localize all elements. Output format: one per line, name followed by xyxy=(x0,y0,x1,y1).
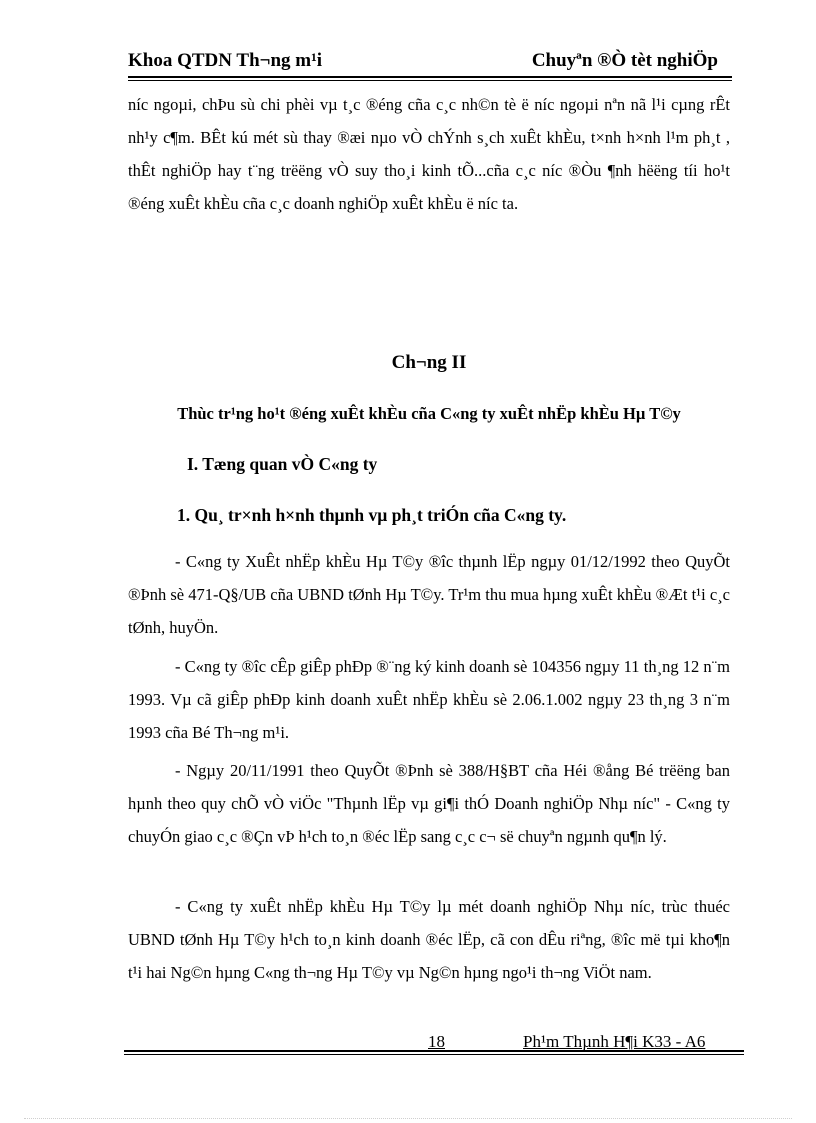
footer-rule-thin xyxy=(124,1054,744,1055)
page-edge xyxy=(24,1118,792,1119)
header-faculty: Khoa QTDN Th¬ng m¹i xyxy=(128,50,323,71)
header-rule-thin xyxy=(128,80,732,81)
intro-paragraph: níc ngoµi, chÞu sù chi phèi vµ t¸c ®éng cña c¸c nh©n tè ë níc ngoµi nªn nã l¹i cµng rÊt nh¹y c¶m. BÊt kú mét sù thay ®æi nµo vÒ chÝnh s¸ch xuÊt khÈu, t×nh h×nh l¹m ph¸t , thÊt nghiÖp hay t¨ng trëëng vÒ suy tho¸i kinh tÕ...cña c¸c níc ®Òu ¶nh hëëng tíi ho¹t ®éng xuÊt khÈu cña c¸c doanh nghiÖp xuÊt khÈu ë níc ta. xyxy=(128,95,730,213)
footer-author: Ph¹m Thµnh H¶i K33 - A6 xyxy=(523,1032,706,1051)
footer-rule xyxy=(124,1050,744,1052)
paragraph-status: - C«ng ty xuÊt nhËp khÈu Hµ T©y lµ mét doanh nghiÖp Nhµ níc, trùc thuéc UBND tØnh Hµ T©y h¹ch to¸n kinh doanh ®éc lËp, cã con dÊu riªng, ®îc më tµi kho¶n t¹i hai Ng©n hµng C«ng th¬ng Hµ T©y vµ Ng©n hµng ngo¹i th¬ng ViÖt nam. xyxy=(128,897,730,982)
chapter-label: Ch¬ng II xyxy=(391,352,467,373)
chapter-title: Thùc tr¹ng ho¹t ®éng xuÊt khÈu cña C«ng ty xuÊt nhËp khÈu Hµ T©y xyxy=(177,404,681,423)
page-header xyxy=(128,48,732,78)
header-thesis-title: Chuyªn ®Ò tèt nghiÖp xyxy=(531,50,718,71)
paragraph-founding: - C«ng ty XuÊt nhËp khÈu Hµ T©y ®îc thµnh lËp ngµy 01/12/1992 theo QuyÕt ®Þnh sè 471-Q§/UB cña UBND tØnh Hµ T©y. Tr¹m thu mua hµng xuÊt khÈu ®Æt t¹i c¸c tØnh, huyÖn. xyxy=(128,552,730,637)
paragraph-decision: - Ngµy 20/11/1991 theo QuyÕt ®Þnh sè 388/H§BT cña Héi ®ång Bé trëëng ban hµnh theo quy chÕ vÒ viÖc "Thµnh lËp vµ gi¶i thÓ Doanh nghiÖp Nhµ níc" - C«ng ty chuyÓn giao c¸c ®Çn vÞ h¹ch to¸n ®éc lËp sang c¸c c¬ së chuyªn ngµnh qu¶n lý. xyxy=(128,761,730,846)
section-heading: I. Tæng quan vÒ C«ng ty xyxy=(187,454,378,474)
header-rule xyxy=(128,76,732,78)
paragraph-license: - C«ng ty ®îc cÊp giÊp phÐp ®¨ng ký kinh doanh sè 104356 ngµy 11 th¸ng 12 n¨m 1993. Vµ cã giÊp phÐp kinh doanh xuÊt nhËp khÈu sè 2.06.1.002 ngµy 23 th¸ng 3 n¨m 1993 cña Bé Th¬ng m¹i. xyxy=(128,657,730,742)
subsection-heading: 1. Qu¸ tr×nh h×nh thµnh vµ ph¸t triÓn cña C«ng ty. xyxy=(177,505,567,525)
page-number: 18 xyxy=(428,1032,445,1051)
